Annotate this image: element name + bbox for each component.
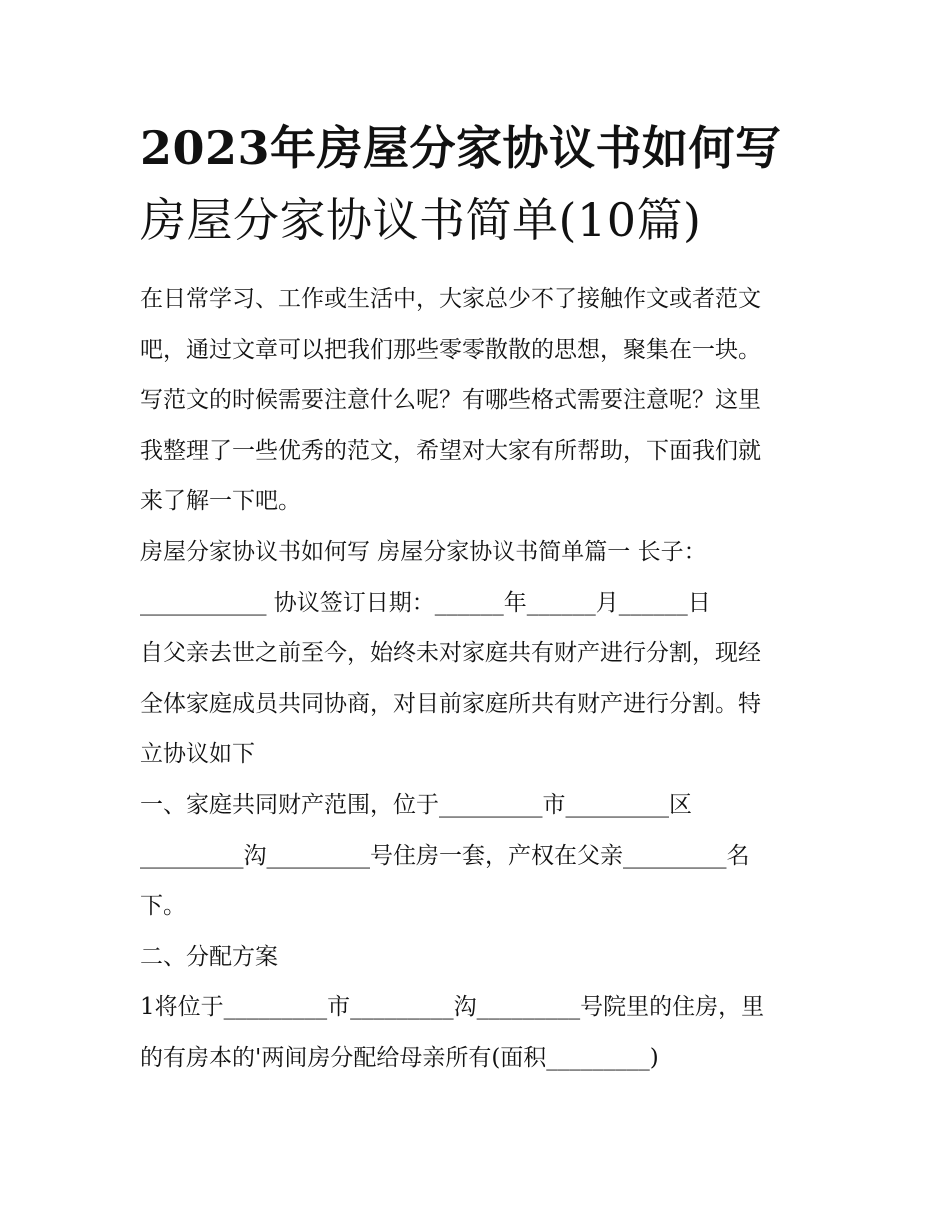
paragraph-line: 一、家庭共同财产范围，位于_________市_________区 [140, 791, 692, 818]
paragraph-line: 自父亲去世之前至今，始终未对家庭共有财产进行分割，现经 [140, 640, 761, 667]
document-page [140, 112, 820, 1084]
paragraph-line: 我整理了一些优秀的范文，希望对大家有所帮助，下面我们就 [140, 437, 761, 464]
paragraph-line: 吧，通过文章可以把我们那些零零散散的思想，聚集在一块。 [140, 336, 761, 363]
paragraph-line: 全体家庭成员共同协商，对目前家庭所共有财产进行分割。特 [140, 690, 761, 717]
paragraph-line: 在日常学习、工作或生活中，大家总少不了接触作文或者范文 [140, 286, 761, 312]
paragraph-line: ___________ 协议签订日期：______年______月______日 [140, 589, 711, 616]
paragraph-line: 的有房本的'两间房分配给母亲所有(面积_________) [140, 1044, 659, 1071]
document-body [140, 274, 820, 1084]
document-title [140, 112, 820, 256]
paragraph-line: 下。 [140, 893, 186, 920]
paragraph-line: 立协议如下 [140, 741, 255, 768]
paragraph-line: 二、分配方案 [140, 943, 278, 970]
paragraph-line: 房屋分家协议书如何写 房屋分家协议书简单篇一 长子： [140, 538, 707, 565]
paragraph-line: 1将位于_________市_________沟_________号院里的住房，里 [140, 994, 765, 1021]
title-line-1: 2023年房屋分家协议书如何写 [140, 121, 782, 175]
title-line-2: 房屋分家协议书简单(10篇) [140, 193, 702, 247]
paragraph-line: 来了解一下吧。 [140, 488, 301, 515]
paragraph-line: 写范文的时候需要注意什么呢？有哪些格式需要注意呢？这里 [140, 387, 761, 414]
paragraph-line: _________沟_________号住房一套，产权在父亲_________名 [140, 842, 750, 869]
